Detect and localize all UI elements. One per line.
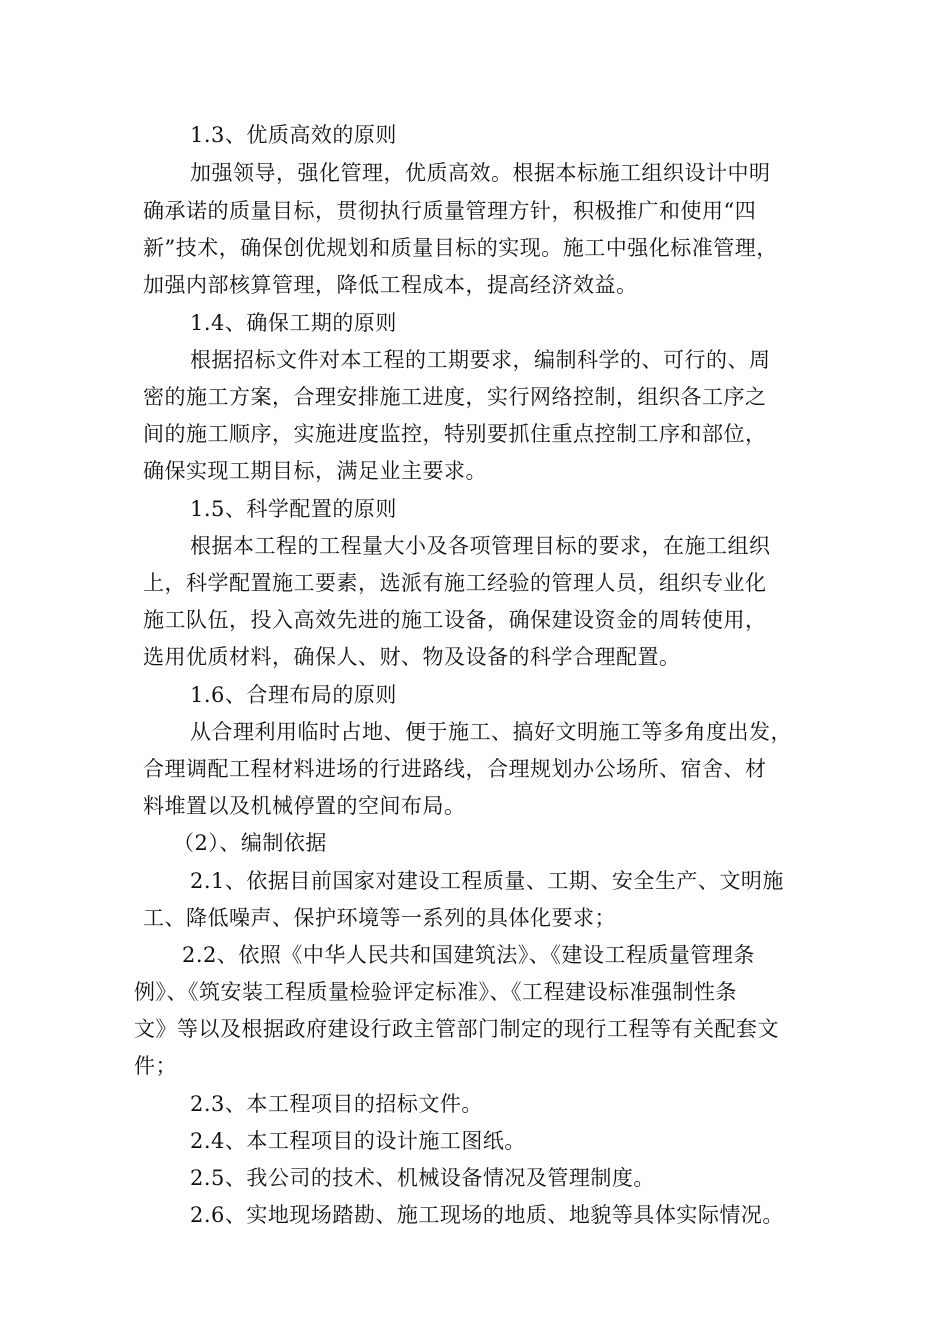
paragraph-line: 料堆置以及机械停置的空间布局。: [143, 794, 466, 818]
section-heading-2: （2）、编制依据: [173, 831, 327, 855]
paragraph-line: 选用优质材料，确保人、财、物及设备的科学合理配置。: [143, 645, 681, 669]
heading-1-4: 1.4、确保工期的原则: [190, 311, 397, 335]
paragraph-line: 2.2、依照《中华人民共和国建筑法》、《建设工程质量管理条: [182, 943, 755, 967]
list-item-2-6: 2.6、实地现场踏勘、施工现场的地质、地貌等具体实际情况。: [190, 1203, 784, 1227]
heading-1-3: 1.3、优质高效的原则: [190, 123, 397, 147]
paragraph-line: 密的施工方案，合理安排施工进度，实行网络控制，组织各工序之: [143, 385, 767, 409]
list-item-2-4: 2.4、本工程项目的设计施工图纸。: [190, 1129, 526, 1153]
paragraph-line: 文》等以及根据政府建设行政主管部门制定的现行工程等有关配套文: [134, 1017, 779, 1041]
paragraph-line: 新”技术，确保创优规划和质量目标的实现。施工中强化标准管理，: [143, 236, 778, 260]
paragraph-line: 工、降低噪声、保护环境等一系列的具体化要求；: [143, 906, 616, 930]
paragraph-line: 根据本工程的工程量大小及各项管理目标的要求，在施工组织: [190, 534, 771, 558]
paragraph-line: 件；: [134, 1054, 177, 1078]
paragraph-line: 合理调配工程材料进场的行进路线，合理规划办公场所、宿舍、材: [143, 757, 767, 781]
paragraph-line: 确承诺的质量目标，贯彻执行质量管理方针，积极推广和使用“四: [143, 199, 757, 223]
paragraph-line: 间的施工顺序，实施进度监控，特别要抓住重点控制工序和部位，: [143, 422, 767, 446]
heading-1-6: 1.6、合理布局的原则: [190, 683, 397, 707]
paragraph-line: 例》、《筑安装工程质量检验评定标准》、《工程建设标准强制性条: [134, 980, 737, 1004]
paragraph-line: 上，科学配置施工要素，选派有施工经验的管理人员，组织专业化: [143, 571, 767, 595]
paragraph-line: 2.1、依据目前国家对建设工程质量、工期、安全生产、文明施: [190, 869, 784, 893]
heading-1-5: 1.5、科学配置的原则: [190, 497, 397, 521]
paragraph-line: 从合理利用临时占地、便于施工、搞好文明施工等多角度出发，: [190, 720, 792, 744]
paragraph-line: 施工队伍，投入高效先进的施工设备，确保建设资金的周转使用，: [143, 608, 767, 632]
paragraph-line: 加强领导，强化管理，优质高效。根据本标施工组织设计中明: [190, 161, 771, 185]
list-item-2-3: 2.3、本工程项目的招标文件。: [190, 1092, 483, 1116]
paragraph-line: 加强内部核算管理，降低工程成本，提高经济效益。: [143, 273, 638, 297]
paragraph-line: 确保实现工期目标，满足业主要求。: [143, 459, 487, 483]
list-item-2-5: 2.5、我公司的技术、机械设备情况及管理制度。: [190, 1166, 655, 1190]
paragraph-line: 根据招标文件对本工程的工期要求，编制科学的、可行的、周: [190, 348, 771, 372]
